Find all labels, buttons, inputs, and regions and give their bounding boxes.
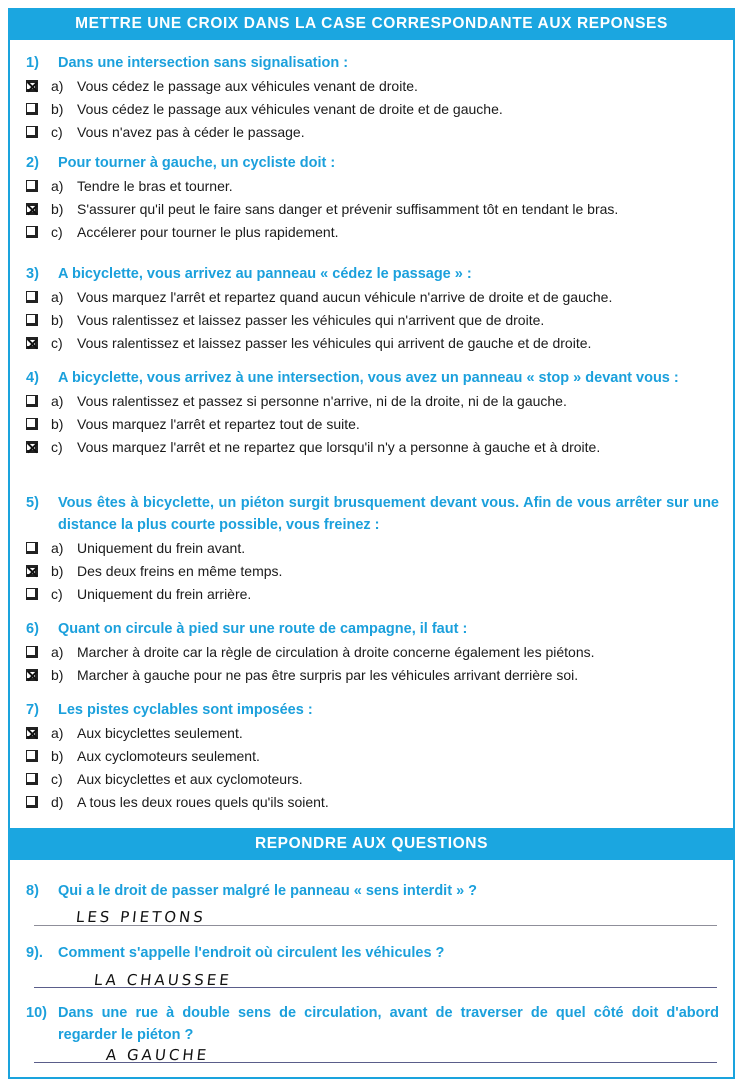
- checkbox-icon[interactable]: [26, 750, 38, 762]
- option-text: Aux bicyclettes et aux cyclomoteurs.: [77, 770, 303, 787]
- option-1c[interactable]: [26, 120, 719, 143]
- checkbox-icon[interactable]: [26, 773, 38, 785]
- checkbox-checked-icon[interactable]: [26, 565, 38, 577]
- option-letter: b): [51, 415, 64, 432]
- checkbox-icon[interactable]: [26, 126, 38, 138]
- option-letter: b): [51, 562, 64, 579]
- question-text: Pour tourner à gauche, un cycliste doit :: [58, 155, 336, 171]
- option-letter: b): [51, 747, 64, 764]
- option-3c[interactable]: [26, 331, 719, 354]
- option-letter: b): [51, 200, 64, 217]
- answer-9-field[interactable]: [34, 987, 717, 988]
- question-5: [26, 492, 719, 605]
- question-number: 6): [26, 621, 39, 637]
- option-letter: c): [51, 770, 63, 787]
- option-letter: b): [51, 100, 64, 117]
- checkbox-icon[interactable]: [26, 314, 38, 326]
- checkbox-checked-icon[interactable]: [26, 727, 38, 739]
- checkbox-icon[interactable]: [26, 226, 38, 238]
- question-text: A bicyclette, vous arrivez au panneau « cédez le passage » :: [58, 266, 472, 282]
- option-letter: a): [51, 539, 64, 556]
- option-text: Vous cédez le passage aux véhicules venant de droite et de gauche.: [77, 100, 503, 117]
- question-text: Dans une intersection sans signalisation :: [58, 55, 349, 71]
- option-letter: a): [51, 177, 64, 194]
- quiz-panel: [8, 8, 735, 1079]
- question-text: Dans une rue à double sens de circulation, avant de traverser de quel côté doit d'abord regarder le piéton ?: [58, 1005, 719, 1043]
- option-7b[interactable]: [26, 744, 719, 767]
- option-6b[interactable]: [26, 663, 719, 686]
- option-7d[interactable]: [26, 790, 719, 813]
- question-number: 7): [26, 702, 39, 718]
- question-10: [26, 1002, 719, 1046]
- option-letter: a): [51, 724, 64, 741]
- option-text: Marcher à droite car la règle de circulation à droite concerne également les piétons.: [77, 643, 595, 660]
- checkbox-icon[interactable]: [26, 418, 38, 430]
- checkbox-icon[interactable]: [26, 588, 38, 600]
- option-text: A tous les deux roues quels qu'ils soient.: [77, 793, 329, 810]
- question-text: A bicyclette, vous arrivez à une intersection, vous avez un panneau « stop » devant vous :: [58, 370, 679, 386]
- checkbox-checked-icon[interactable]: [26, 669, 38, 681]
- question-text: Les pistes cyclables sont imposées :: [58, 702, 313, 718]
- option-letter: c): [51, 334, 63, 351]
- option-text: Vous marquez l'arrêt et repartez quand aucun véhicule n'arrive de droite et de gauche.: [77, 288, 613, 305]
- question-8: [26, 880, 719, 902]
- option-letter: b): [51, 666, 64, 683]
- checkbox-checked-icon[interactable]: [26, 203, 38, 215]
- question-number: 1): [26, 55, 39, 71]
- question-text: Comment s'appelle l'endroit où circulent les véhicules ?: [58, 945, 445, 961]
- checkbox-icon[interactable]: [26, 291, 38, 303]
- checkbox-icon[interactable]: [26, 646, 38, 658]
- checkbox-icon[interactable]: [26, 395, 38, 407]
- question-7: [26, 699, 719, 813]
- option-text: Vous marquez l'arrêt et ne repartez que lorsqu'il n'y a personne à gauche et à droite.: [77, 438, 601, 455]
- question-text: Vous êtes à bicyclette, un piéton surgit brusquement devant vous. Afin de vous arrêter sur une distance la plus courte possible, vous freinez :: [58, 495, 719, 533]
- option-7c[interactable]: [26, 767, 719, 790]
- question-2: [26, 152, 719, 243]
- checkbox-checked-icon[interactable]: [26, 80, 38, 92]
- option-2b[interactable]: [26, 197, 719, 220]
- checkbox-icon[interactable]: [26, 542, 38, 554]
- answer-9-text: LA CHAUSSEE: [93, 971, 233, 989]
- option-text: Des deux freins en même temps.: [77, 562, 283, 579]
- section-header-checkboxes: METTRE UNE CROIX DANS LA CASE CORRESPONDANTE AUX REPONSES: [8, 8, 735, 40]
- option-2c[interactable]: [26, 220, 719, 243]
- option-text: Uniquement du frein avant.: [77, 539, 246, 556]
- option-5b[interactable]: [26, 559, 719, 582]
- answer-10-field[interactable]: [34, 1062, 717, 1063]
- option-5a[interactable]: [26, 536, 719, 559]
- option-letter: c): [51, 223, 63, 240]
- question-4: [26, 367, 719, 458]
- option-text: Aux bicyclettes seulement.: [77, 724, 243, 741]
- option-2a[interactable]: [26, 174, 719, 197]
- question-number: 9).: [26, 945, 43, 961]
- answer-8-field[interactable]: [34, 925, 717, 926]
- option-text: S'assurer qu'il peut le faire sans danger et prévenir suffisamment tôt en tendant le bras.: [77, 200, 619, 217]
- answer-10-text: A GAUCHE: [105, 1046, 211, 1064]
- question-6: [26, 618, 719, 686]
- option-text: Vous cédez le passage aux véhicules venant de droite.: [77, 77, 418, 94]
- option-text: Vous ralentissez et passez si personne n'arrive, ni de la droite, ni de la gauche.: [77, 392, 567, 409]
- question-number: 3): [26, 266, 39, 282]
- option-text: Marcher à gauche pour ne pas être surpris par les véhicules arrivant derrière soi.: [77, 666, 579, 683]
- option-letter: a): [51, 392, 64, 409]
- option-7a[interactable]: [26, 721, 719, 744]
- question-text: Qui a le droit de passer malgré le panneau « sens interdit » ?: [58, 883, 478, 899]
- option-5c[interactable]: [26, 582, 719, 605]
- option-4c[interactable]: [26, 435, 719, 458]
- question-number: 8): [26, 883, 39, 899]
- question-1: [26, 52, 719, 143]
- option-letter: a): [51, 643, 64, 660]
- option-letter: d): [51, 793, 64, 810]
- question-number: 10): [26, 1005, 47, 1021]
- question-number: 4): [26, 370, 39, 386]
- checkbox-checked-icon[interactable]: [26, 337, 38, 349]
- option-text: Aux cyclomoteurs seulement.: [77, 747, 260, 764]
- option-letter: b): [51, 311, 64, 328]
- section-header-open-questions: REPONDRE AUX QUESTIONS: [8, 828, 735, 860]
- checkbox-icon[interactable]: [26, 180, 38, 192]
- option-text: Accélerer pour tourner le plus rapidement.: [77, 223, 339, 240]
- option-letter: c): [51, 123, 63, 140]
- question-number: 2): [26, 155, 39, 171]
- question-3: [26, 263, 719, 354]
- option-3b[interactable]: [26, 308, 719, 331]
- option-text: Vous n'avez pas à céder le passage.: [77, 123, 305, 140]
- option-letter: c): [51, 438, 63, 455]
- option-text: Uniquement du frein arrière.: [77, 585, 252, 602]
- option-4b[interactable]: [26, 412, 719, 435]
- checkbox-checked-icon[interactable]: [26, 441, 38, 453]
- option-letter: a): [51, 288, 64, 305]
- question-number: 5): [26, 495, 39, 511]
- option-4a[interactable]: [26, 389, 719, 412]
- question-9: [26, 942, 719, 964]
- option-6a[interactable]: [26, 640, 719, 663]
- option-text: Vous ralentissez et laissez passer les véhicules qui arrivent de gauche et de droite.: [77, 334, 592, 351]
- option-letter: c): [51, 585, 63, 602]
- option-text: Vous marquez l'arrêt et repartez tout de suite.: [77, 415, 360, 432]
- checkbox-icon[interactable]: [26, 796, 38, 808]
- option-letter: a): [51, 77, 64, 94]
- option-1b[interactable]: [26, 97, 719, 120]
- answer-8-text: LES PIETONS: [75, 908, 207, 926]
- question-text: Quant on circule à pied sur une route de campagne, il faut :: [58, 621, 468, 637]
- option-3a[interactable]: [26, 285, 719, 308]
- checkbox-icon[interactable]: [26, 103, 38, 115]
- option-text: Tendre le bras et tourner.: [77, 177, 233, 194]
- option-text: Vous ralentissez et laissez passer les véhicules qui n'arrivent que de droite.: [77, 311, 545, 328]
- option-1a[interactable]: [26, 74, 719, 97]
